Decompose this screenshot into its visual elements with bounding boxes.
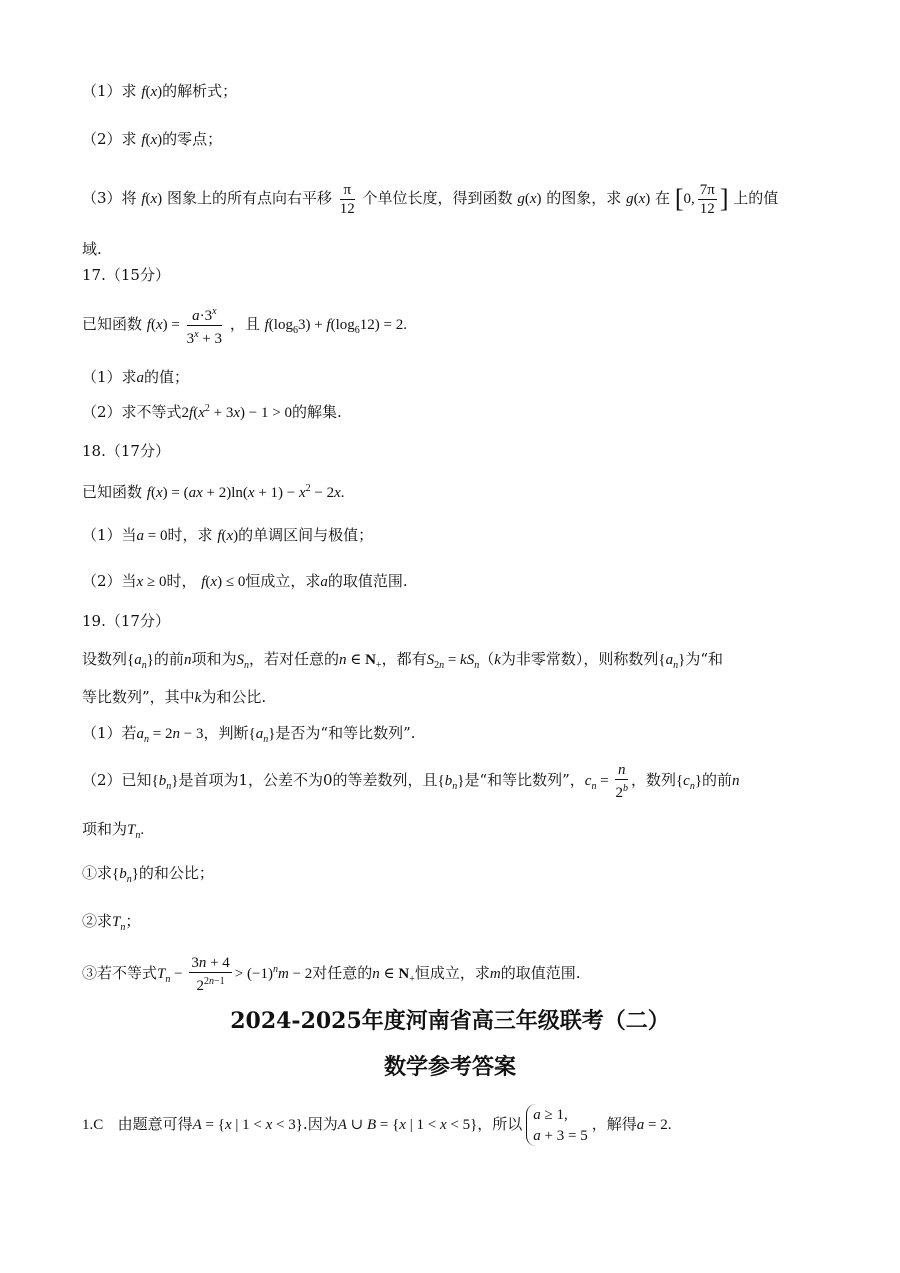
q19-part1: （1）若$a_n = 2n - 3$，判断$\{a_n\}$是否为“和等比数列”. bbox=[82, 724, 416, 745]
q18-part2: （2）当x ≥ 0时， f(x) ≤ 0恒成立，求a的取值范围. bbox=[82, 572, 408, 590]
q18-given: 已知函数 $f(x) = (ax + 2)\ln(x + 1) - x^2 - 2x$. bbox=[82, 483, 345, 501]
q16-part3: （3）将 f(x) 图象上的所有点向右平移 $\frac{\pi}{12}$ 个单位长度，得到函数 g(x) 的图象，求 g(x) 在 [0, $\frac{7\pi}{12}$ ] 上的值 bbox=[82, 181, 779, 217]
q18-header: 18.（17分） bbox=[82, 442, 170, 460]
q19-part2-cont: 项和为$T_n$. bbox=[82, 820, 145, 841]
answers-subtitle: 数学参考答案 bbox=[383, 1054, 516, 1080]
answer-1: 1.C 由题意可得A = {x | 1 < x < 3}.因为A ∪ B = {x | 1 < x < 5}，所以 a ≥ 1, a + 3 = 5 ，解得a = 2. bbox=[82, 1100, 671, 1149]
q16-part1: （1）求 f(x)的解析式； bbox=[82, 82, 238, 100]
q19-line1: 设数列$\{a_n\}$的前n项和为$S_n$，若对任意的n ∈ $N_+$，都有$S_{2n} = kS_n(k$为非零常数），则称数列$\{a_n\}$为“和 bbox=[82, 650, 723, 671]
q18-part1: （1）当a = 0时，求 f(x)的单调区间与极值； bbox=[82, 526, 374, 544]
q17-part1: （1）求a的值； bbox=[82, 368, 190, 386]
q17-part2: （2）求不等式$2f(x^2 + 3x) - 1 > 0$的解集. bbox=[82, 403, 342, 421]
q17-header: 17.（15分） bbox=[82, 266, 170, 284]
q19-part2: （2）已知$\{b_n\}$是首项为1，公差不为0的等差数列，且$\{b_n\}$是“和等比数列”，$c_n$ = $\frac{n}{2^b}$ ，数列$\{c_n\}$的前n bbox=[82, 761, 740, 801]
q16-part3-cont: 域. bbox=[82, 240, 102, 258]
q16-part2: （2）求 f(x)的零点； bbox=[82, 130, 223, 148]
q19-header: 19.（17分） bbox=[82, 612, 170, 630]
q17-given: 已知函数 f(x) = $\frac{a\cdot 3^x}{3^x + 3}$ ，且 $f(\log_63) + f(\log_612) = 2$. bbox=[82, 302, 407, 353]
q19-line2: 等比数列”，其中k为和公比. bbox=[82, 688, 267, 706]
q19-sub2: ②求$T_n$； bbox=[82, 912, 141, 933]
answers-title: 2024-2025年度河南省高三年级联考（二） bbox=[230, 1008, 670, 1034]
q19-sub3: ③若不等式$T_n$ − $\frac{3n + 4}{2^{2n-1}}$ > $(-1)^nm - 2$对任意的n ∈ $N_+$恒成立，求m的取值范围. bbox=[82, 955, 581, 994]
q19-sub1: ①求$\{b_n\}$的和公比； bbox=[82, 864, 214, 885]
